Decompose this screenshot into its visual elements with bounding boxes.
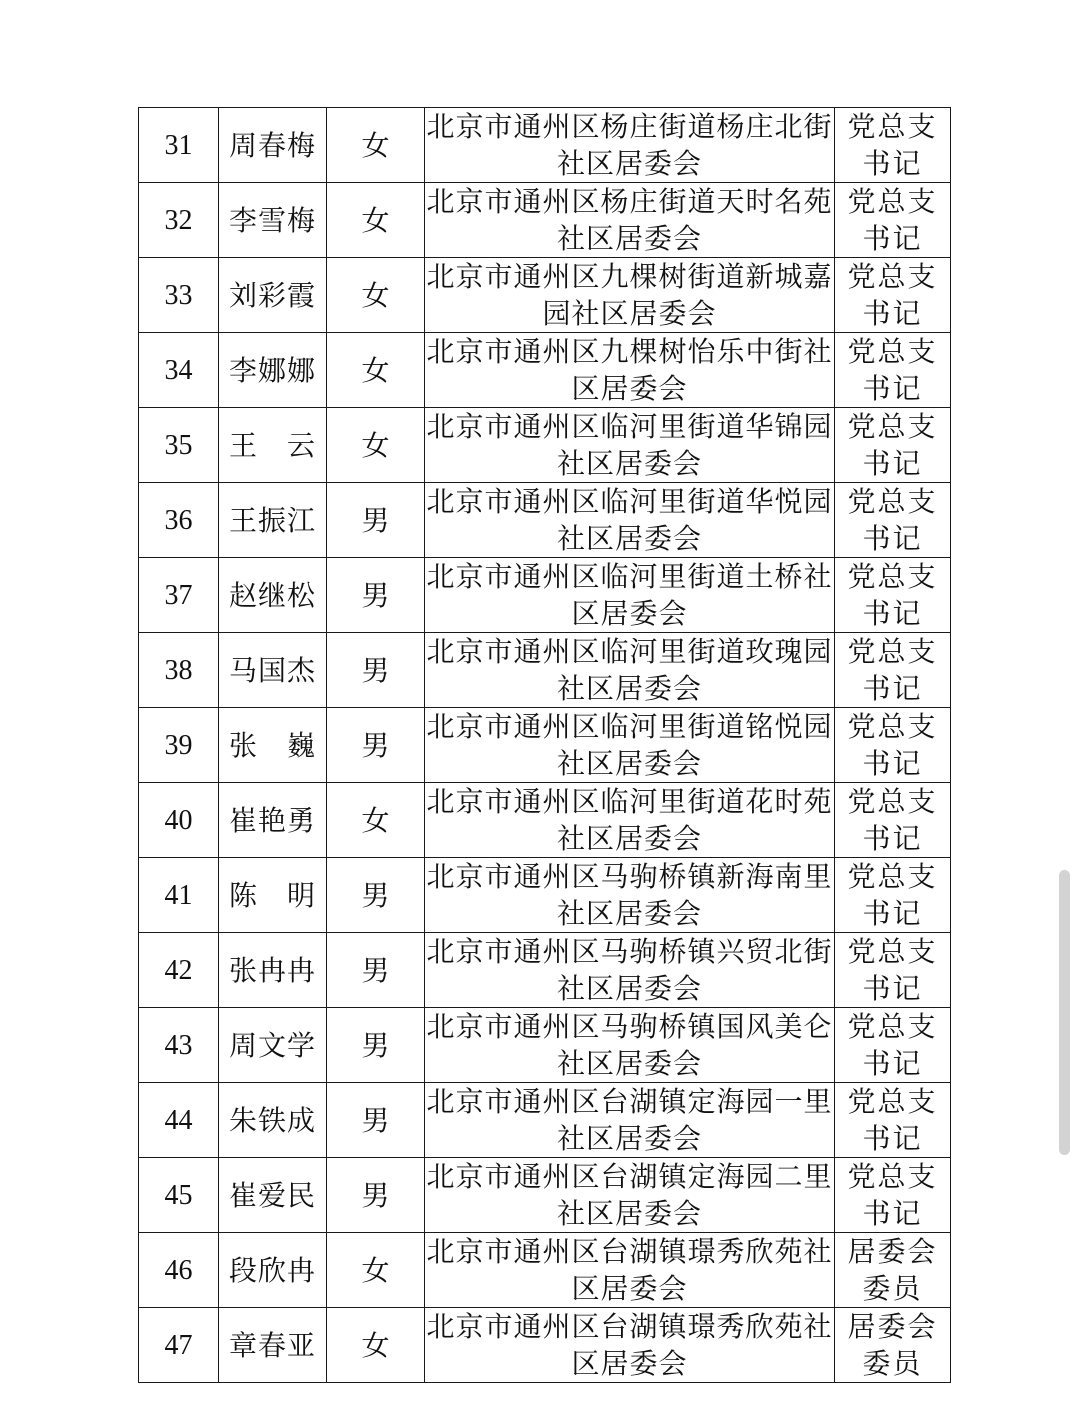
position-line: 书记 [862, 1197, 923, 1230]
gender-cell: 男 [327, 1083, 425, 1158]
gender-cell: 男 [327, 558, 425, 633]
organization-line: 北京市通州区临河里街道土桥社 [426, 560, 833, 593]
position-line: 党总支 [847, 185, 938, 218]
position-line: 书记 [862, 147, 923, 180]
organization-cell [425, 483, 835, 558]
organization-cell [425, 783, 835, 858]
gender-cell: 男 [327, 858, 425, 933]
position-cell [835, 858, 951, 933]
organization-line: 北京市通州区九棵树街道新城嘉 [426, 260, 833, 293]
position-line: 书记 [862, 672, 923, 705]
position-line: 党总支 [847, 110, 938, 143]
table-row [139, 408, 951, 483]
organization-line: 北京市通州区马驹桥镇新海南里 [426, 860, 833, 893]
organization-line: 北京市通州区马驹桥镇国风美仑 [426, 1010, 833, 1043]
position-line: 委员 [862, 1347, 923, 1380]
name-cell: 张冉冉 [219, 933, 327, 1008]
name-cell: 王振江 [219, 483, 327, 558]
organization-line: 社区居委会 [556, 822, 702, 855]
position-line: 书记 [862, 447, 923, 480]
position-line: 党总支 [847, 710, 938, 743]
position-cell [835, 483, 951, 558]
position-line: 党总支 [847, 560, 938, 593]
scrollbar-thumb[interactable] [1059, 870, 1070, 1155]
position-cell [835, 108, 951, 183]
position-line: 书记 [862, 372, 923, 405]
organization-line: 北京市通州区临河里街道华锦园 [426, 410, 833, 443]
table-row [139, 558, 951, 633]
position-cell [835, 333, 951, 408]
position-cell [835, 783, 951, 858]
organization-line: 区居委会 [571, 597, 688, 630]
organization-cell [425, 258, 835, 333]
organization-line: 社区居委会 [556, 747, 702, 780]
organization-line: 北京市通州区台湖镇定海园二里 [426, 1160, 833, 1193]
row-number-cell: 45 [139, 1158, 219, 1233]
organization-line: 社区居委会 [556, 1047, 702, 1080]
position-line: 书记 [862, 897, 923, 930]
organization-line: 北京市通州区台湖镇定海园一里 [426, 1085, 833, 1118]
row-number-cell: 41 [139, 858, 219, 933]
organization-line: 社区居委会 [556, 1197, 702, 1230]
position-line: 党总支 [847, 785, 938, 818]
position-line: 党总支 [847, 260, 938, 293]
organization-line: 北京市通州区台湖镇璟秀欣苑社 [426, 1310, 833, 1343]
organization-cell [425, 1083, 835, 1158]
organization-cell [425, 1158, 835, 1233]
position-line: 党总支 [847, 635, 938, 668]
organization-line: 社区居委会 [556, 672, 702, 705]
organization-line: 北京市通州区临河里街道花时苑 [426, 785, 833, 818]
organization-line: 社区居委会 [556, 972, 702, 1005]
position-line: 党总支 [847, 1085, 938, 1118]
table-row [139, 183, 951, 258]
row-number-cell: 31 [139, 108, 219, 183]
table-row [139, 1083, 951, 1158]
position-cell [835, 1308, 951, 1383]
position-line: 书记 [862, 747, 923, 780]
table-row [139, 708, 951, 783]
position-line: 党总支 [847, 860, 938, 893]
row-number-cell: 35 [139, 408, 219, 483]
organization-line: 社区居委会 [556, 1122, 702, 1155]
roster-table [138, 107, 951, 1383]
table-row [139, 858, 951, 933]
organization-line: 北京市通州区台湖镇璟秀欣苑社 [426, 1235, 833, 1268]
name-cell: 王 云 [219, 408, 327, 483]
position-line: 书记 [862, 522, 923, 555]
position-line: 书记 [862, 597, 923, 630]
name-cell: 崔艳勇 [219, 783, 327, 858]
organization-line: 区居委会 [571, 372, 688, 405]
organization-line: 北京市通州区临河里街道华悦园 [426, 485, 833, 518]
name-cell: 陈 明 [219, 858, 327, 933]
position-cell [835, 633, 951, 708]
position-line: 党总支 [847, 935, 938, 968]
position-cell [835, 408, 951, 483]
organization-line: 园社区居委会 [542, 297, 717, 330]
position-line: 书记 [862, 297, 923, 330]
position-line: 党总支 [847, 335, 938, 368]
name-cell: 马国杰 [219, 633, 327, 708]
organization-line: 区居委会 [571, 1272, 688, 1305]
table-row [139, 933, 951, 1008]
gender-cell: 女 [327, 333, 425, 408]
organization-cell [425, 858, 835, 933]
name-cell: 周春梅 [219, 108, 327, 183]
position-cell [835, 708, 951, 783]
gender-cell: 女 [327, 108, 425, 183]
table-row [139, 333, 951, 408]
gender-cell: 男 [327, 708, 425, 783]
position-line: 居委会 [847, 1235, 938, 1268]
name-cell: 周文学 [219, 1008, 327, 1083]
organization-cell [425, 558, 835, 633]
name-cell: 章春亚 [219, 1308, 327, 1383]
name-cell: 段欣冉 [219, 1233, 327, 1308]
position-line: 书记 [862, 822, 923, 855]
organization-line: 社区居委会 [556, 447, 702, 480]
gender-cell: 女 [327, 183, 425, 258]
position-cell [835, 1233, 951, 1308]
position-line: 书记 [862, 972, 923, 1005]
organization-cell [425, 933, 835, 1008]
gender-cell: 男 [327, 1008, 425, 1083]
organization-cell [425, 408, 835, 483]
position-line: 党总支 [847, 410, 938, 443]
position-cell [835, 258, 951, 333]
gender-cell: 男 [327, 933, 425, 1008]
organization-line: 社区居委会 [556, 147, 702, 180]
roster-table-body [139, 108, 951, 1383]
gender-cell: 男 [327, 483, 425, 558]
name-cell: 刘彩霞 [219, 258, 327, 333]
row-number-cell: 33 [139, 258, 219, 333]
position-cell [835, 933, 951, 1008]
name-cell: 李雪梅 [219, 183, 327, 258]
position-line: 书记 [862, 222, 923, 255]
position-line: 党总支 [847, 1160, 938, 1193]
position-cell [835, 1083, 951, 1158]
organization-line: 北京市通州区临河里街道玫瑰园 [426, 635, 833, 668]
name-cell: 张 巍 [219, 708, 327, 783]
gender-cell: 女 [327, 1233, 425, 1308]
name-cell: 朱铁成 [219, 1083, 327, 1158]
position-cell [835, 558, 951, 633]
position-cell [835, 1158, 951, 1233]
table-row [139, 483, 951, 558]
organization-cell [425, 108, 835, 183]
row-number-cell: 42 [139, 933, 219, 1008]
row-number-cell: 34 [139, 333, 219, 408]
table-row [139, 1158, 951, 1233]
row-number-cell: 40 [139, 783, 219, 858]
row-number-cell: 36 [139, 483, 219, 558]
organization-line: 北京市通州区马驹桥镇兴贸北街 [426, 935, 833, 968]
table-row [139, 633, 951, 708]
table-row [139, 783, 951, 858]
table-row [139, 1233, 951, 1308]
organization-line: 北京市通州区杨庄街道天时名苑 [426, 185, 833, 218]
gender-cell: 女 [327, 1308, 425, 1383]
gender-cell: 女 [327, 408, 425, 483]
gender-cell: 女 [327, 258, 425, 333]
row-number-cell: 43 [139, 1008, 219, 1083]
organization-cell [425, 1233, 835, 1308]
row-number-cell: 38 [139, 633, 219, 708]
organization-line: 社区居委会 [556, 222, 702, 255]
name-cell: 赵继松 [219, 558, 327, 633]
row-number-cell: 47 [139, 1308, 219, 1383]
table-row [139, 1008, 951, 1083]
organization-line: 社区居委会 [556, 897, 702, 930]
row-number-cell: 32 [139, 183, 219, 258]
organization-line: 北京市通州区杨庄街道杨庄北街 [426, 110, 833, 143]
organization-cell [425, 633, 835, 708]
organization-line: 区居委会 [571, 1347, 688, 1380]
gender-cell: 男 [327, 1158, 425, 1233]
position-cell [835, 183, 951, 258]
gender-cell: 男 [327, 633, 425, 708]
organization-cell [425, 708, 835, 783]
organization-line: 社区居委会 [556, 522, 702, 555]
position-line: 书记 [862, 1047, 923, 1080]
organization-cell [425, 183, 835, 258]
organization-cell [425, 333, 835, 408]
position-line: 居委会 [847, 1310, 938, 1343]
position-line: 书记 [862, 1122, 923, 1155]
row-number-cell: 39 [139, 708, 219, 783]
position-line: 党总支 [847, 1010, 938, 1043]
organization-cell [425, 1308, 835, 1383]
position-line: 党总支 [847, 485, 938, 518]
row-number-cell: 44 [139, 1083, 219, 1158]
table-row [139, 258, 951, 333]
position-cell [835, 1008, 951, 1083]
organization-line: 北京市通州区九棵树怡乐中街社 [426, 335, 833, 368]
gender-cell: 女 [327, 783, 425, 858]
table-row [139, 108, 951, 183]
organization-line: 北京市通州区临河里街道铭悦园 [426, 710, 833, 743]
name-cell: 李娜娜 [219, 333, 327, 408]
name-cell: 崔爱民 [219, 1158, 327, 1233]
organization-cell [425, 1008, 835, 1083]
position-line: 委员 [862, 1272, 923, 1305]
row-number-cell: 46 [139, 1233, 219, 1308]
row-number-cell: 37 [139, 558, 219, 633]
table-row [139, 1308, 951, 1383]
